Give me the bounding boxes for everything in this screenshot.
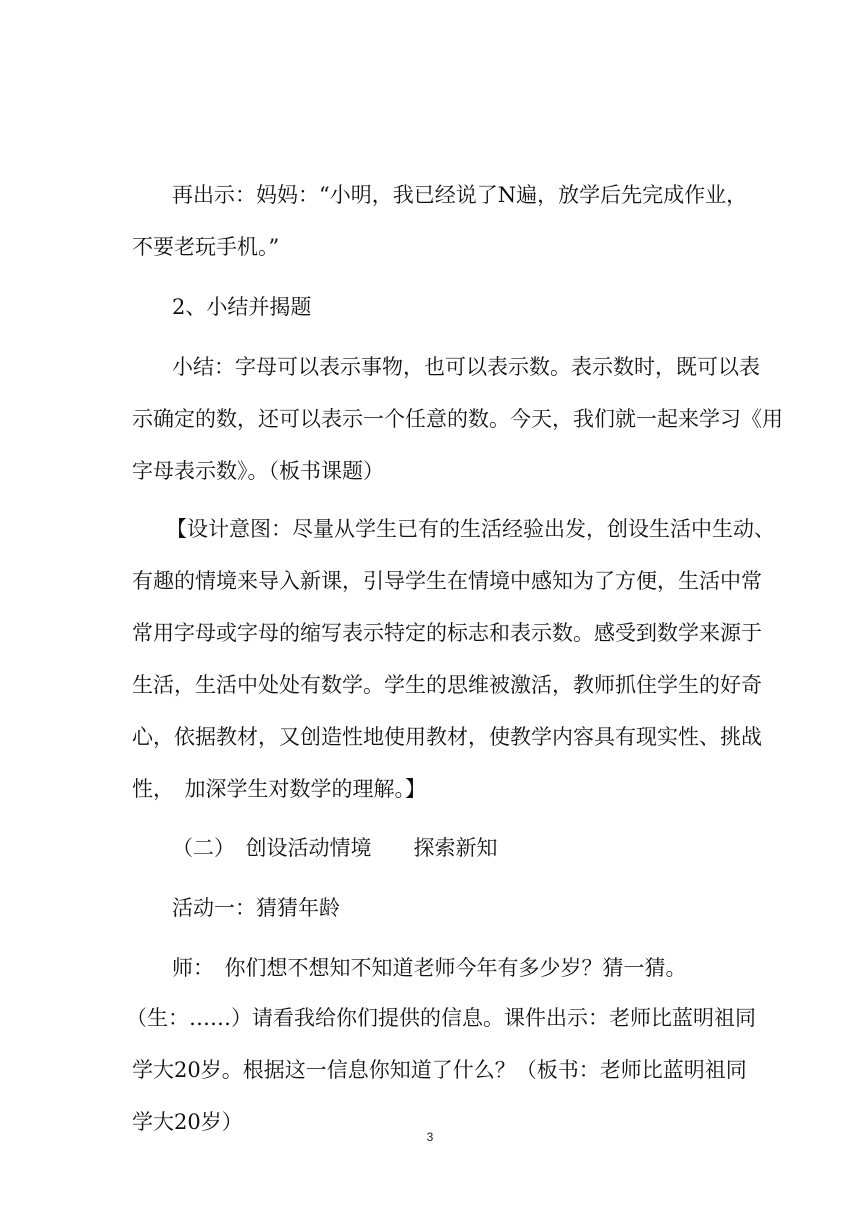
section-heading: 2、小结并揭题 <box>172 295 312 319</box>
design-intent-line: 有趣的情境来导入新课，引导学生在情境中感知为了方便，生活中常 <box>132 569 762 593</box>
paragraph-line: 小结：字母可以表示事物，也可以表示数。表示数时，既可以表 <box>172 355 760 379</box>
design-intent-line: 心，依据教材，又创造性地使用教材，使教学内容具有现实性、挑战 <box>132 725 762 749</box>
paragraph-line: 学大20岁） <box>132 1110 243 1134</box>
paragraph-line: 再出示：妈妈：“小明，我已经说了N遍，放学后先完成作业， <box>172 183 748 207</box>
paragraph-line: 不要老玩手机。” <box>132 235 280 259</box>
paragraph-line: 示确定的数，还可以表示一个任意的数。今天，我们就一起来学习《用 <box>132 407 783 431</box>
design-intent-line: 性， 加深学生对数学的理解。】 <box>132 777 426 801</box>
paragraph-line: 字母表示数》。（板书课题） <box>132 459 384 483</box>
paragraph-line: （生：……）请看我给你们提供的信息。课件出示：老师比蓝明祖同 <box>126 1006 756 1030</box>
paragraph-line: 学大20岁。根据这一信息你知道了什么？（板书：老师比蓝明祖同 <box>132 1058 747 1082</box>
design-intent-line: 【设计意图：尽量从学生已有的生活经验出发，创设生活中生动、 <box>166 517 775 541</box>
activity-heading: 活动一：猜猜年龄 <box>172 896 340 920</box>
paragraph-line: 师： 你们想不想知不知道老师今年有多少岁？猜一猜。 <box>172 956 687 980</box>
section-heading: （二） 创设活动情境 探索新知 <box>172 836 498 860</box>
design-intent-line: 生活，生活中处处有数学。学生的思维被激活，教师抓住学生的好奇 <box>132 673 762 697</box>
design-intent-line: 常用字母或字母的缩写表示特定的标志和表示数。感受到数学来源于 <box>132 621 762 645</box>
page-number: 3 <box>426 1130 434 1144</box>
